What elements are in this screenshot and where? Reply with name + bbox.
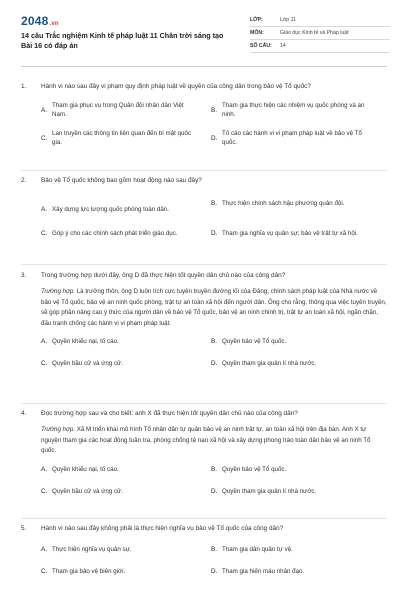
- option-letter: B.: [211, 338, 218, 345]
- meta-row-subject: [250, 27, 390, 40]
- option-letter: A.: [41, 338, 48, 345]
- meta-key: LỚP:: [250, 17, 263, 23]
- question-text: Trong trường hợp dưới đây, ông D đã thực hiện tốt quyền dân chủ nào của công dân?: [41, 272, 286, 279]
- option-text: Tham gia dân quân tự vệ.: [222, 546, 293, 553]
- option-letter: A.: [41, 106, 48, 114]
- option-letter: C.: [41, 360, 48, 367]
- option-c[interactable]: [41, 487, 209, 496]
- option-c[interactable]: [41, 567, 209, 576]
- question-4: [21, 409, 387, 501]
- option-text: Thực hiện chính sách hậu phương quân đội.: [222, 200, 345, 207]
- option-text: Góp ý cho các chính sách phát triển giáo dục.: [52, 230, 178, 237]
- option-letter: C.: [41, 230, 48, 237]
- option-letter: C.: [41, 487, 48, 495]
- option-a[interactable]: [41, 337, 209, 346]
- option-b[interactable]: [211, 199, 387, 208]
- option-a[interactable]: [41, 545, 209, 554]
- option-letter: C.: [41, 568, 48, 575]
- option-d[interactable]: [211, 359, 387, 368]
- option-text: Quyền bảo vệ Tổ quốc.: [222, 465, 287, 473]
- option-text: Quyền bầu cử và ứng cử.: [52, 360, 123, 367]
- meta-key: MÔN:: [250, 30, 264, 36]
- question-separator: [21, 518, 387, 519]
- option-text: Xây dựng lực lượng quốc phòng toàn dân.: [52, 206, 169, 213]
- question-text: Hành vi nào sau đây không phải là thực hiện nghĩa vụ bảo vệ Tổ quốc của công dân?: [41, 525, 284, 532]
- option-letter: B.: [211, 465, 218, 473]
- scenario-text: [41, 287, 387, 329]
- meta-row-count: [250, 40, 390, 53]
- scenario-label: Trường hợp.: [41, 288, 75, 295]
- option-text: Tham gia nghĩa vụ quân sự; bảo vệ trật tự xã hội.: [222, 230, 358, 237]
- document-header: [0, 0, 400, 60]
- option-a[interactable]: [41, 101, 209, 119]
- scenario-text: [41, 425, 387, 457]
- logo-text: 2048: [21, 14, 49, 28]
- option-text: Quyền tham gia quản lí nhà nước.: [222, 487, 317, 495]
- option-letter: D.: [211, 134, 218, 142]
- option-b[interactable]: [211, 545, 387, 554]
- question-number: 1.: [21, 83, 27, 90]
- question-number: 5.: [21, 525, 27, 532]
- option-letter: A.: [41, 206, 48, 213]
- option-d[interactable]: [211, 229, 387, 238]
- option-text: Tham gia hiến máu nhân đạo.: [222, 568, 305, 575]
- question-text: Hành vi nào sau đây vi phạm quy định pháp luật về quyền của công dân trong bảo vệ Tổ quốc?: [41, 83, 311, 90]
- option-letter: D.: [211, 487, 218, 495]
- option-text: Tham gia phục vụ trong Quân đội nhân dân Việt Nam.: [52, 102, 184, 118]
- option-text: Quyền khiếu nại, tố cáo.: [52, 465, 119, 473]
- option-a[interactable]: [41, 205, 209, 214]
- option-letter: D.: [211, 230, 218, 237]
- meta-table: [250, 14, 390, 53]
- option-letter: A.: [41, 465, 48, 473]
- option-text: Quyền tham gia quản lí nhà nước.: [222, 360, 317, 367]
- question-separator: [21, 170, 387, 171]
- option-text: Tham gia bảo vệ biên giới.: [52, 568, 126, 575]
- question-number: 4.: [21, 410, 27, 417]
- question-2: [21, 176, 387, 247]
- header-divider: [21, 66, 387, 67]
- option-letter: D.: [211, 360, 218, 367]
- question-5: [21, 524, 387, 583]
- question-separator: [21, 264, 387, 265]
- option-c[interactable]: [41, 359, 209, 368]
- option-text: Tố cáo các hành vi vi phạm pháp luật về bảo vệ Tổ quốc.: [222, 130, 362, 146]
- meta-row-grade: [250, 14, 390, 27]
- page-title: 14 câu Trắc nghiệm Kinh tế pháp luật 11 Chân trời sáng tạo Bài 16 có đáp án: [21, 31, 224, 50]
- scenario-label: Trường hợp.: [41, 426, 75, 433]
- option-b[interactable]: [211, 101, 387, 119]
- option-letter: D.: [211, 568, 218, 575]
- scenario-body: Là trưởng thôn, ông D luôn tích cực tuyên truyền đường lối của Đảng, chính sách pháp luật của Nhà nước về bảo vệ Tổ quốc, bảo vệ an ninh quốc phòng, trật tự an toàn xã hội đến người dân. Ông cho rằng, thông qua việc tuyên truyền, sẽ góp phần nâng cao ý thức của người dân về bảo vệ Tổ quốc, bảo vệ an ninh chính trị, trật tự an toàn xã hội, ngăn chặn, đấu tranh chống các hành vi vi phạm pháp luật.: [41, 288, 387, 327]
- question-number: 3.: [21, 272, 27, 279]
- option-d[interactable]: [211, 129, 387, 147]
- option-d[interactable]: [211, 487, 387, 496]
- option-c[interactable]: [41, 129, 209, 147]
- option-letter: B.: [211, 200, 218, 207]
- question-1: [21, 82, 387, 149]
- option-c[interactable]: [41, 229, 209, 238]
- option-b[interactable]: [211, 337, 387, 346]
- option-d[interactable]: [211, 567, 387, 576]
- option-text: Tham gia thực hiện các nhiệm vụ quốc phòng và an ninh.: [222, 102, 365, 118]
- meta-value: 14: [280, 43, 286, 49]
- option-text: Lan truyền các thông tin liên quan đến bí mật quốc gia.: [52, 130, 191, 146]
- scenario-body: Xã M triển khai mô hình Tổ nhân dân tự quản bảo vệ an ninh trật tự, an toàn xã hội trên địa bàn. Anh X tự nguyện tham gia các hoạt động tuần tra, phòng chống tệ nạn xã hội và xây dựng phong trào toàn dân bảo vệ an ninh Tổ quốc.: [41, 426, 371, 454]
- option-letter: C.: [41, 134, 48, 142]
- option-text: Thực hiện nghĩa vụ quân sự.: [52, 546, 132, 553]
- meta-key: SỐ CÂU:: [250, 43, 272, 49]
- logo-tld: .vn: [49, 21, 59, 27]
- question-text: Bảo vệ Tổ quốc không bao gồm hoạt động nào sau đây?: [41, 177, 202, 184]
- option-b[interactable]: [211, 465, 387, 474]
- option-letter: B.: [211, 546, 218, 553]
- site-logo[interactable]: [21, 14, 59, 28]
- option-letter: A.: [41, 546, 48, 553]
- option-text: Quyền khiếu nại, tố cáo.: [52, 338, 119, 345]
- question-separator: [21, 403, 387, 404]
- question-number: 2.: [21, 177, 27, 184]
- option-text: Quyền bầu cử và ứng cử.: [52, 487, 123, 495]
- option-a[interactable]: [41, 465, 209, 474]
- question-3: [21, 271, 387, 373]
- meta-value: Giáo dục Kinh tế và Pháp luật: [280, 30, 349, 36]
- option-letter: B.: [211, 106, 218, 114]
- meta-value: Lớp 11: [280, 17, 296, 23]
- question-text: Đọc trường hợp sau và cho biết: anh X đã thực hiện tốt quyền dân chủ nào của công dân?: [41, 410, 298, 417]
- option-text: Quyền bảo vệ Tổ quốc.: [222, 338, 287, 345]
